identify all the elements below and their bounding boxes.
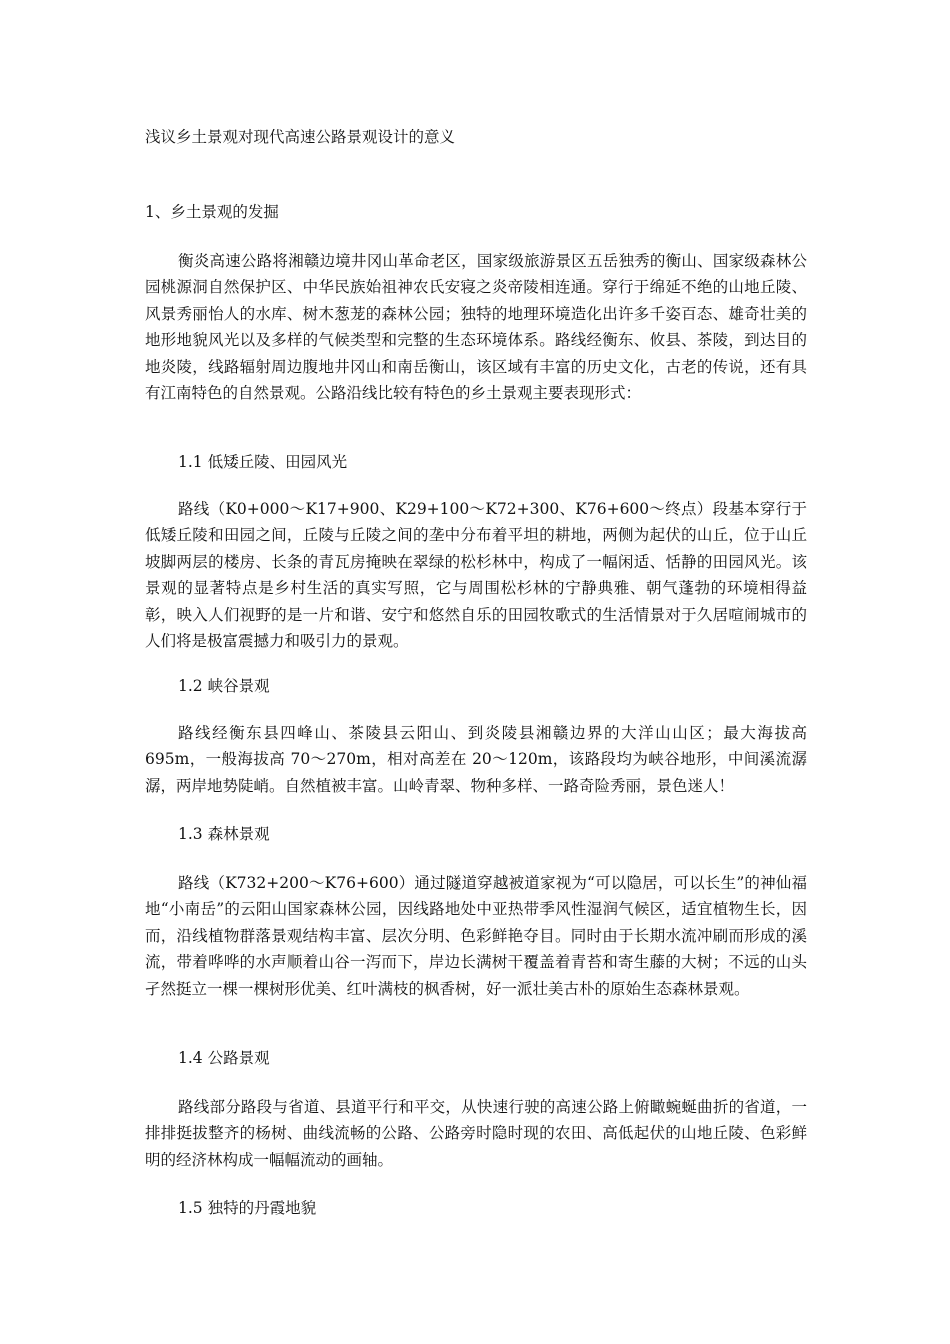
section-paragraph-1: 衡炎高速公路将湘赣边境井冈山革命老区，国家级旅游景区五岳独秀的衡山、国家级森林公园桃源洞自然保护区、中华民族始祖神农氏安寝之炎帝陵相连通。穿行于绵延不绝的山地丘陵、风景秀丽怡人的水库、树木葱茏的森林公园；独特的地理环境造化出许多千姿百态、雄奇壮美的地形地貌风光以及多样的气候类型和完整的生态环境体系。路线经衡东、攸县、茶陵，到达目的地炎陵，线路辐射周边腹地井冈山和南岳衡山，该区域有丰富的历史文化，古老的传说，还有具有江南特色的自然景观。公路沿线比较有特色的乡土景观主要表现形式： [145, 252, 807, 403]
subsection-paragraph-1-4: 路线部分路段与省道、县道平行和平交，从快速行驶的高速公路上俯瞰蜿蜒曲折的省道，一排排挺拔整齐的杨树、曲线流畅的公路、公路旁时隐时现的农田、高低起伏的山地丘陵、色彩鲜明的经济林构成一幅幅流动的画轴。 [145, 1098, 807, 1169]
subsection-heading-1-5: 1.5 独特的丹霞地貌 [178, 1199, 317, 1217]
section-heading-1: 1、乡土景观的发掘 [145, 203, 279, 221]
subsection-heading-1-2: 1.2 峡谷景观 [178, 677, 270, 695]
subsection-paragraph-1-1: 路线（K0+000～K17+900、K29+100～K72+300、K76+600～终点）段基本穿行于低矮丘陵和田园之间，丘陵与丘陵之间的垄中分布着平坦的耕地，两侧为起伏的山丘，位于山丘坡脚两层的楼房、长条的青瓦房掩映在翠绿的松杉林中，构成了一幅闲适、恬静的田园风光。该景观的显著特点是乡村生活的真实写照，它与周围松杉林的宁静典雅、朝气蓬勃的环境相得益彰，映入人们视野的是一片和谐、安宁和悠然自乐的田园牧歌式的生活情景对于久居喧闹城市的人们将是极富震撼力和吸引力的景观。 [145, 500, 807, 651]
document-title: 浅议乡土景观对现代高速公路景观设计的意义 [145, 128, 456, 146]
subsection-heading-1-3: 1.3 森林景观 [178, 825, 270, 843]
subsection-paragraph-1-3: 路线（K732+200～K76+600）通过隧道穿越被道家视为“可以隐居，可以长生”的神仙福地“小南岳”的云阳山国家森林公园，因线路地处中亚热带季风性湿润气候区，适宜植物生长，因而，沿线植物群落景观结构丰富、层次分明、色彩鲜艳夺目。同时由于长期水流冲刷而形成的溪流，带着哗哗的水声顺着山谷一泻而下，岸边长满树干覆盖着青苔和寄生藤的大树；不远的山头孑然挺立一棵一棵树形优美、红叶满枝的枫香树，好一派壮美古朴的原始生态森林景观。 [145, 874, 807, 998]
subsection-heading-1-1: 1.1 低矮丘陵、田园风光 [178, 453, 348, 471]
subsection-heading-1-4: 1.4 公路景观 [178, 1049, 270, 1067]
subsection-paragraph-1-2: 路线经衡东县四峰山、茶陵县云阳山、到炎陵县湘赣边界的大洋山山区；最大海拔高695m，一般海拔高 70～270m，相对高差在 20～120m，该路段均为峡谷地形，中间溪流潺潺，两岸地势陡峭。自然植被丰富。山岭青翠、物种多样、一路奇险秀丽，景色迷人！ [145, 724, 807, 795]
